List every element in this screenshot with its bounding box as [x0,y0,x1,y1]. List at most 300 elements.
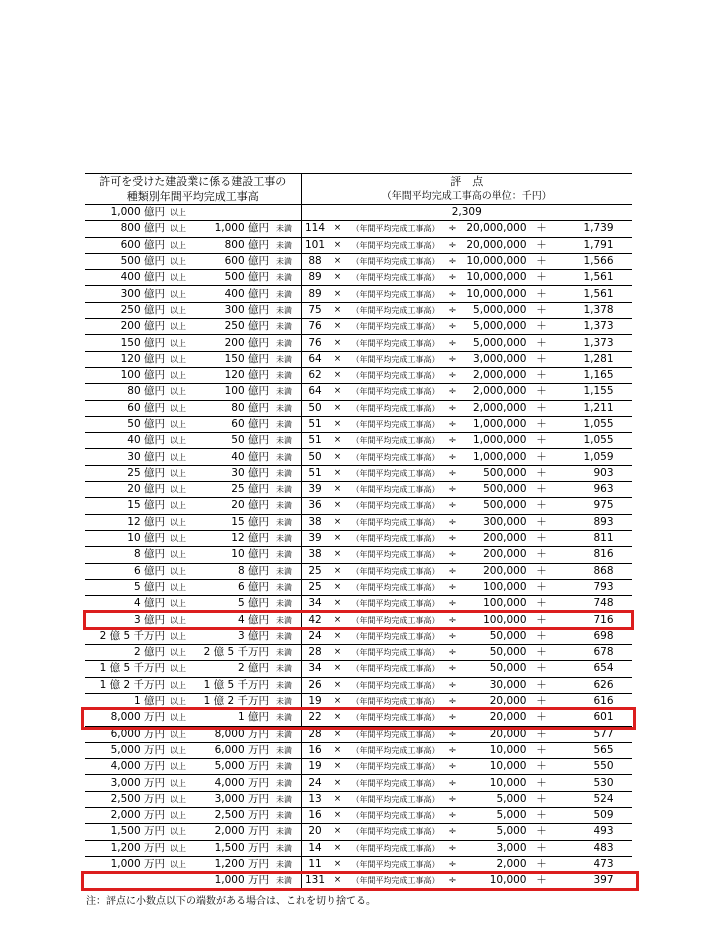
divide-sign: ÷ [448,793,457,805]
plus-sign: ＋ [536,434,547,447]
range-upper: 200 億円 [224,336,269,349]
range-upper: 300 億円 [224,303,269,316]
constant: 793 [593,580,614,593]
divisor: 300,000 [483,515,527,528]
constant: 397 [593,874,614,887]
coefficient: 51 [308,434,322,447]
plus-sign: ＋ [536,515,547,528]
range-cell [85,514,301,530]
coefficient: 20 [308,825,322,838]
range-upper-kw: 未満 [276,257,292,267]
range-cell [85,677,301,693]
constant: 716 [593,613,614,626]
range-upper: 250 億円 [224,320,269,333]
constant: 1,281 [583,352,614,365]
range-lower: 15 億円 [127,499,165,512]
range-cell [85,873,301,889]
term-label: （年間平均完成工事高） [351,713,440,723]
range-lower: 2 億 5 千万円 [99,629,165,642]
range-cell [85,693,301,709]
formula-cell [301,302,632,318]
divide-sign: ÷ [448,533,457,545]
range-upper: 1 億 2 千万円 [203,695,269,708]
coefficient: 19 [308,760,322,773]
times-sign: × [333,679,342,690]
term-label: （年間平均完成工事高） [351,305,440,315]
range-lower: 4 億円 [133,597,165,610]
times-sign: × [333,435,342,446]
range-cell [85,433,301,449]
divisor: 100,000 [483,613,527,626]
divide-sign: ÷ [448,321,457,333]
range-upper-kw: 未満 [276,697,292,707]
table-row [85,759,632,775]
range-lower: 1 億 2 千万円 [99,678,165,691]
range-upper: 4,000 万円 [214,776,269,789]
range-cell [85,612,301,628]
plus-sign: ＋ [536,743,547,756]
range-upper-kw: 未満 [276,648,292,658]
table-row [85,856,632,872]
range-cell [85,270,301,286]
range-upper: 600 億円 [224,255,269,268]
table-row [85,775,632,791]
divide-sign: ÷ [448,630,457,642]
divide-sign: ÷ [448,288,457,300]
plus-sign: ＋ [536,255,547,268]
plus-sign: ＋ [536,580,547,593]
coefficient: 76 [308,336,322,349]
range-cell [85,237,301,253]
range-upper-kw: 未満 [276,631,292,641]
range-cell [85,302,301,318]
table-row [85,384,632,400]
coefficient: 75 [308,303,322,316]
range-upper: 50 億円 [231,434,269,447]
range-lower: 80 億円 [127,385,165,398]
table-row [85,791,632,807]
constant: 975 [593,499,614,512]
range-upper: 2,000 万円 [214,825,269,838]
range-upper: 2,500 万円 [214,809,269,822]
divisor: 2,000,000 [473,369,527,382]
range-upper: 30 億円 [231,466,269,479]
term-label: （年間平均完成工事高） [351,403,440,413]
range-lower: 4,000 万円 [110,760,165,773]
term-label: （年間平均完成工事高） [351,452,440,462]
times-sign: × [333,500,342,511]
range-upper-kw: 未満 [276,664,292,674]
term-label: （年間平均完成工事高） [351,468,440,478]
range-lower: 1 億 5 千万円 [99,662,165,675]
divide-sign: ÷ [448,370,457,382]
divisor: 10,000 [489,776,527,789]
divide-sign: ÷ [448,663,457,675]
range-upper: 60 億円 [231,418,269,430]
formula-cell [301,645,632,661]
times-sign: × [333,842,342,853]
coefficient: 51 [308,418,322,430]
plus-sign: ＋ [536,401,547,414]
plus-sign: ＋ [536,466,547,479]
range-upper-kw: 未満 [276,468,292,478]
constant: 483 [593,841,614,854]
divide-sign: ÷ [448,272,457,284]
table-row [85,270,632,286]
coefficient: 16 [308,809,322,822]
range-upper-kw: 未満 [276,387,292,397]
divisor: 20,000 [489,711,527,724]
range-cell [85,416,301,432]
range-upper-kw: 未満 [276,517,292,527]
times-sign: × [333,467,342,478]
range-cell [85,628,301,644]
range-lower-kw: 以上 [170,745,186,755]
range-lower: 6 億円 [133,564,165,577]
coefficient: 28 [308,727,322,740]
coefficient: 34 [308,597,322,610]
table-row [85,449,632,465]
range-lower-kw: 以上 [170,371,186,381]
range-upper: 800 億円 [224,238,269,251]
table-row [85,433,632,449]
range-cell [85,791,301,807]
divide-sign: ÷ [448,402,457,414]
term-label: （年間平均完成工事高） [351,876,440,886]
divide-sign: ÷ [448,777,457,789]
divisor: 2,000,000 [473,401,527,414]
table-row [85,579,632,595]
header-row [85,174,632,205]
table-row [85,677,632,693]
constant: 524 [593,792,614,805]
term-label: （年間平均完成工事高） [351,745,440,755]
formula-cell [301,628,632,644]
divide-sign: ÷ [448,256,457,268]
coefficient: 131 [304,874,326,887]
term-label: （年間平均完成工事高） [351,257,440,267]
range-lower: 2,000 万円 [110,809,165,822]
range-lower-kw: 以上 [170,615,186,625]
divide-sign: ÷ [448,712,457,724]
range-lower: 500 億円 [120,255,165,268]
range-lower: 30 億円 [127,450,165,463]
times-sign: × [333,419,342,429]
times-sign: × [333,826,342,837]
range-lower-kw: 以上 [170,338,186,348]
range-upper-kw: 未満 [276,876,292,886]
range-lower-kw: 以上 [170,664,186,674]
times-sign: × [333,859,342,870]
divide-sign: ÷ [448,484,457,496]
range-lower: 1,200 万円 [110,841,165,854]
range-upper-kw: 未満 [276,452,292,462]
divisor: 5,000,000 [473,336,527,349]
plus-sign: ＋ [536,825,547,838]
range-lower-kw: 以上 [170,289,186,299]
divide-sign: ÷ [448,761,457,773]
table-row [85,547,632,563]
range-cell [85,824,301,840]
formula-cell [301,661,632,677]
formula-cell [301,563,632,579]
divisor: 50,000 [489,629,527,642]
range-lower: 5 億円 [133,580,165,593]
range-cell [85,400,301,416]
constant: 748 [593,597,614,610]
table-row [85,661,632,677]
plus-sign: ＋ [536,336,547,349]
range-lower-kw: 以上 [170,224,186,234]
table-row [85,628,632,644]
range-upper: 100 億円 [224,385,269,398]
range-upper-kw: 未満 [276,420,292,429]
divide-sign: ÷ [448,581,457,593]
term-label: （年間平均完成工事高） [351,501,440,511]
range-upper-kw: 未満 [276,534,292,544]
range-upper: 8,000 万円 [214,727,269,740]
plus-sign: ＋ [536,662,547,675]
table-row [85,302,632,318]
range-upper: 40 億円 [231,450,269,463]
divide-sign: ÷ [448,859,457,871]
times-sign: × [333,875,342,886]
formula-cell [301,400,632,416]
top-row-lower-kw: 以上 [170,208,186,218]
term-label: （年間平均完成工事高） [351,534,440,544]
table-row [85,596,632,612]
plus-sign: ＋ [536,450,547,463]
formula-cell [301,873,632,889]
range-upper-kw: 未満 [276,403,292,413]
range-lower: 6,000 万円 [110,727,165,740]
table-row [85,645,632,661]
formula-cell [301,433,632,449]
divisor: 50,000 [489,646,527,659]
range-lower-kw: 以上 [170,240,186,250]
divisor: 5,000 [496,825,527,838]
range-upper-kw: 未満 [276,550,292,560]
plus-sign: ＋ [536,792,547,805]
divisor: 20,000,000 [466,238,527,251]
coefficient: 14 [308,841,322,854]
formula-cell [301,367,632,383]
range-upper-kw: 未満 [276,762,292,772]
plus-sign: ＋ [536,548,547,561]
range-cell [85,498,301,514]
range-cell [85,465,301,481]
plus-sign: ＋ [536,809,547,822]
range-cell [85,596,301,612]
range-lower-kw: 以上 [170,778,186,788]
divide-sign: ÷ [448,679,457,691]
range-upper-kw: 未満 [276,354,292,364]
range-lower-kw: 以上 [170,794,186,804]
range-lower-kw: 以上 [170,322,186,332]
divide-sign: ÷ [448,239,457,251]
range-upper: 1 億 5 千万円 [203,678,269,691]
times-sign: × [333,565,342,576]
range-upper-kw: 未満 [276,582,292,592]
range-lower: 20 億円 [127,483,165,496]
divide-sign: ÷ [448,467,457,479]
formula-cell [301,791,632,807]
plus-sign: ＋ [536,532,547,545]
range-upper-kw: 未満 [276,436,292,446]
table-row [85,237,632,253]
times-sign: × [333,402,342,413]
constant: 601 [593,711,614,724]
range-lower: 60 億円 [127,401,165,414]
range-lower-kw: 以上 [170,387,186,397]
formula-cell [301,596,632,612]
formula-cell [301,775,632,791]
coefficient: 101 [304,238,326,251]
header-score-line1: 評 点 [450,175,484,188]
range-lower: 800 億円 [120,222,165,235]
table-row [85,824,632,840]
times-sign: × [333,696,342,707]
range-lower-kw: 以上 [170,452,186,462]
constant: 1,211 [583,401,614,414]
coefficient: 42 [308,613,322,626]
range-cell [85,530,301,546]
constant: 963 [593,483,614,496]
range-lower-kw: 以上 [170,354,186,364]
formula-cell [301,449,632,465]
plus-sign: ＋ [536,303,547,316]
divisor: 20,000 [489,727,527,740]
coefficient: 89 [308,271,322,284]
times-sign: × [333,581,342,592]
plus-sign: ＋ [536,238,547,251]
constant: 868 [593,564,614,577]
coefficient: 89 [308,287,322,300]
range-lower-kw: 以上 [170,420,186,429]
divide-sign: ÷ [448,842,457,854]
range-lower-kw: 以上 [170,729,186,739]
term-label: （年間平均完成工事高） [351,664,440,674]
plus-sign: ＋ [536,760,547,773]
formula-cell [301,465,632,481]
divisor: 500,000 [483,466,527,479]
range-lower: 2 億円 [133,646,165,659]
term-label: （年間平均完成工事高） [351,387,440,397]
header-score-line2: （年間平均完成工事高の単位：千円） [381,191,552,202]
coefficient: 24 [308,629,322,642]
formula-cell [301,237,632,253]
coefficient: 114 [304,222,326,235]
times-sign: × [333,451,342,462]
divide-sign: ÷ [448,451,457,463]
divide-sign: ÷ [448,419,457,430]
constant: 1,059 [583,450,614,463]
range-lower-kw: 以上 [170,566,186,576]
coefficient: 22 [308,711,322,724]
times-sign: × [333,744,342,755]
constant: 1,373 [583,336,614,349]
range-lower-kw: 以上 [170,843,186,853]
formula-cell [301,530,632,546]
formula-cell [301,270,632,286]
term-label: （年間平均完成工事高） [351,778,440,788]
divide-sign: ÷ [448,353,457,365]
range-upper-kw: 未満 [276,240,292,250]
plus-sign: ＋ [536,678,547,691]
divisor: 3,000,000 [473,352,527,365]
times-sign: × [333,353,342,364]
table-row [85,335,632,351]
table-row [85,807,632,823]
plus-sign: ＋ [536,271,547,284]
divide-sign: ÷ [448,386,457,398]
table-row [85,612,632,628]
term-label: （年間平均完成工事高） [351,729,440,739]
divisor: 200,000 [483,564,527,577]
range-upper: 500 億円 [224,271,269,284]
times-sign: × [333,810,342,821]
table-row [85,221,632,237]
range-lower: 150 億円 [120,336,165,349]
term-label: （年間平均完成工事高） [351,599,440,609]
term-label: （年間平均完成工事高） [351,582,440,592]
range-upper: 1,000 億円 [214,222,269,235]
times-sign: × [333,516,342,527]
divisor: 5,000,000 [473,320,527,333]
plus-sign: ＋ [536,222,547,235]
term-label: （年間平均完成工事高） [351,338,440,348]
times-sign: × [333,304,342,315]
range-upper-kw: 未満 [276,224,292,234]
plus-sign: ＋ [536,418,547,430]
range-lower-kw: 以上 [170,550,186,560]
range-upper: 3 億円 [237,629,269,642]
header-score-cell [301,174,632,205]
constant: 493 [593,825,614,838]
times-sign: × [333,647,342,658]
range-upper-kw: 未満 [276,289,292,299]
range-upper-kw: 未満 [276,811,292,821]
range-lower-kw: 以上 [170,305,186,315]
constant: 550 [593,760,614,773]
formula-cell [301,547,632,563]
range-upper-kw: 未満 [276,713,292,723]
range-upper-kw: 未満 [276,729,292,739]
range-upper-kw: 未満 [276,680,292,690]
range-upper: 25 億円 [231,483,269,496]
formula-cell [301,514,632,530]
header-range-line1: 許可を受けた建設業に係る建設工事の [99,175,287,188]
constant: 1,055 [583,418,614,430]
plus-sign: ＋ [536,369,547,382]
times-sign: × [333,630,342,641]
constant: 893 [593,515,614,528]
range-lower: 12 億円 [127,515,165,528]
divisor: 10,000,000 [466,287,527,300]
range-lower-kw: 以上 [170,468,186,478]
range-upper: 12 億円 [231,532,269,545]
range-upper: 15 億円 [231,515,269,528]
range-upper: 10 億円 [231,548,269,561]
range-upper-kw: 未満 [276,566,292,576]
range-lower-kw: 以上 [170,827,186,837]
coefficient: 76 [308,320,322,333]
range-lower-kw: 以上 [170,517,186,527]
divide-sign: ÷ [448,875,457,887]
footnote: 注：評点に小数点以下の端数がある場合は、これを切り捨てる。 [86,896,376,907]
constant: 565 [593,743,614,756]
divisor: 1,000,000 [473,450,527,463]
